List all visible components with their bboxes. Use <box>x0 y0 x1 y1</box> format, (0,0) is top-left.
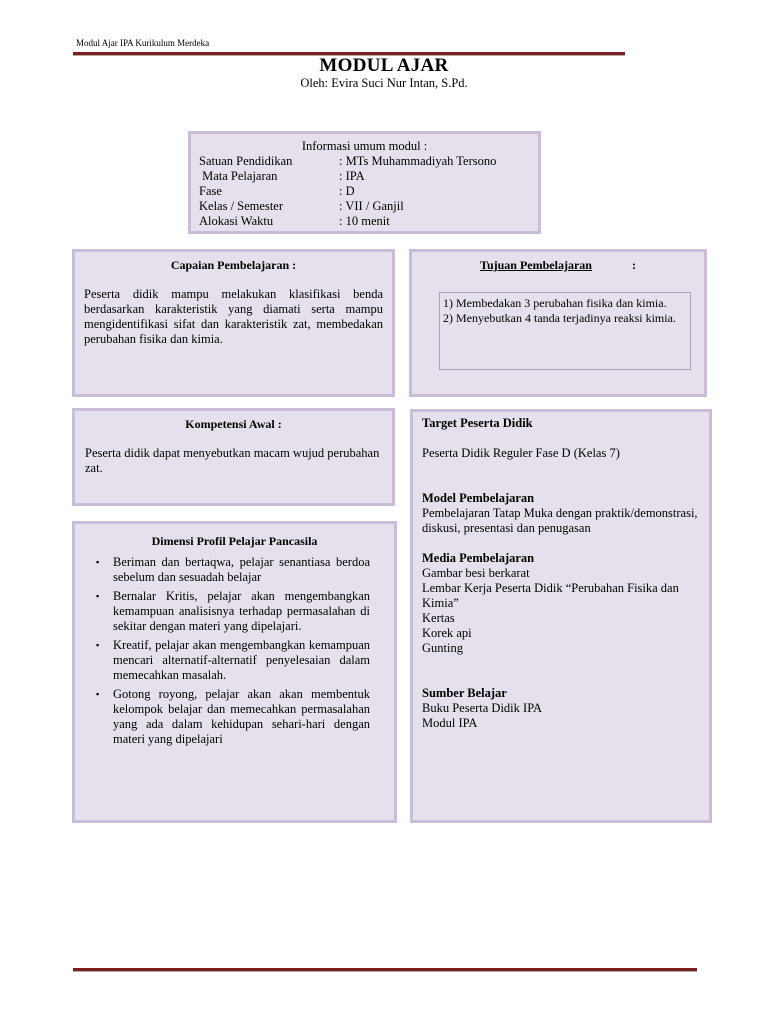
kompetensi-box <box>72 408 395 506</box>
info-heading: Informasi umum modul : <box>301 139 428 153</box>
target-title: Target Peserta Didik <box>422 416 533 430</box>
media-item: Gambar besi berkarat <box>422 566 530 580</box>
info-box <box>188 131 541 234</box>
capaian-box <box>72 249 395 397</box>
info-row <box>199 154 530 169</box>
sumber-item: Modul IPA <box>422 716 478 730</box>
tujuan-heading-row <box>422 258 694 273</box>
info-label: Kelas / Semester <box>199 199 284 213</box>
target-box <box>410 409 712 823</box>
target-body: Peserta Didik Reguler Fase D (Kelas 7) <box>422 446 620 460</box>
tujuan-list <box>439 292 691 370</box>
bullet-icon: ▪ <box>96 640 100 650</box>
info-value: : 10 menit <box>339 214 390 228</box>
info-value: : VII / Ganjil <box>339 199 404 213</box>
kompetensi-body: Peserta didik dapat menyebutkan macam wujud perubahan zat. <box>85 446 380 475</box>
info-label: Alokasi Waktu <box>199 214 274 228</box>
list-item <box>96 555 370 585</box>
info-value: : D <box>339 184 355 198</box>
bullet-icon: ▪ <box>96 591 100 601</box>
info-row <box>199 169 530 184</box>
footer-rule <box>73 968 697 972</box>
list-item <box>96 589 370 634</box>
list-item-text: Kreatif, pelajar akan mengembangkan kemampuan mencari alternatif-alternatif penyelesaian dalam memecahkan masalah. <box>113 638 370 682</box>
info-value: : MTs Muhammadiyah Tersono <box>339 154 497 168</box>
tujuan-heading: Tujuan Pembelajaran <box>480 258 592 272</box>
list-item-text: Gotong royong, pelajar akan akan membentuk kelompok belajar dan memecahkan permasalahan yang ada dalam kehidupan sehari-hari dengan materi yang dipelajari <box>113 687 370 746</box>
dimensi-list <box>85 555 384 747</box>
list-item-text: Beriman dan bertaqwa, pelajar senantiasa berdoa sebelum dan sesuadah belajar <box>113 555 370 584</box>
media-item: Kertas <box>422 611 455 625</box>
capaian-heading: Capaian Pembelajaran : <box>170 258 297 272</box>
media-item: Gunting <box>422 641 463 655</box>
model-body: Pembelajaran Tatap Muka dengan praktik/demonstrasi, diskusi, presentasi dan penugasan <box>422 506 698 535</box>
page-title: MODUL AJAR <box>319 55 449 76</box>
info-row <box>199 184 530 199</box>
bullet-icon: ▪ <box>96 689 100 699</box>
media-title: Media Pembelajaran <box>422 551 535 565</box>
dimensi-box <box>72 521 397 823</box>
info-label: Fase <box>199 184 222 198</box>
tujuan-box <box>409 249 707 397</box>
info-row <box>199 199 530 214</box>
info-label: Satuan Pendidikan <box>199 154 293 168</box>
info-value: : IPA <box>339 169 365 183</box>
dimensi-heading: Dimensi Profil Pelajar Pancasila <box>151 534 318 548</box>
tujuan-colon: : <box>631 258 636 272</box>
capaian-body: Peserta didik mampu melakukan klasifikasi benda berdasarkan karakteristik yang diamati serta mampu mengidentifikasi sifat dan karakteristik zat, membedakan perubahan fisika dan kimia. <box>84 287 383 346</box>
sumber-item: Buku Peserta Didik IPA <box>422 701 543 715</box>
author-line: Oleh: Evira Suci Nur Intan, S.Pd. <box>300 76 468 90</box>
model-title: Model Pembelajaran <box>422 491 535 505</box>
info-row <box>199 214 530 229</box>
info-label: Mata Pelajaran <box>199 169 278 183</box>
list-item-text: Bernalar Kritis, pelajar akan mengembangkan kemampuan analisisnya terhadap permasalahan di sekitar dengan materi yang dipelajari. <box>113 589 370 633</box>
tujuan-item: 2) Menyebutkan 4 tanda terjadinya reaksi kimia. <box>443 311 676 325</box>
list-item <box>96 638 370 683</box>
bullet-icon: ▪ <box>96 557 100 567</box>
media-item: Korek api <box>422 626 472 640</box>
header-note: Modul Ajar IPA Kurikulum Merdeka <box>76 38 210 48</box>
sumber-title: Sumber Belajar <box>422 686 507 700</box>
list-item <box>96 687 370 747</box>
tujuan-item: 1) Membedakan 3 perubahan fisika dan kimia. <box>443 296 667 310</box>
media-item: Lembar Kerja Peserta Didik “Perubahan Fisika dan Kimia” <box>422 581 679 610</box>
kompetensi-heading: Kompetensi Awal : <box>185 417 282 431</box>
